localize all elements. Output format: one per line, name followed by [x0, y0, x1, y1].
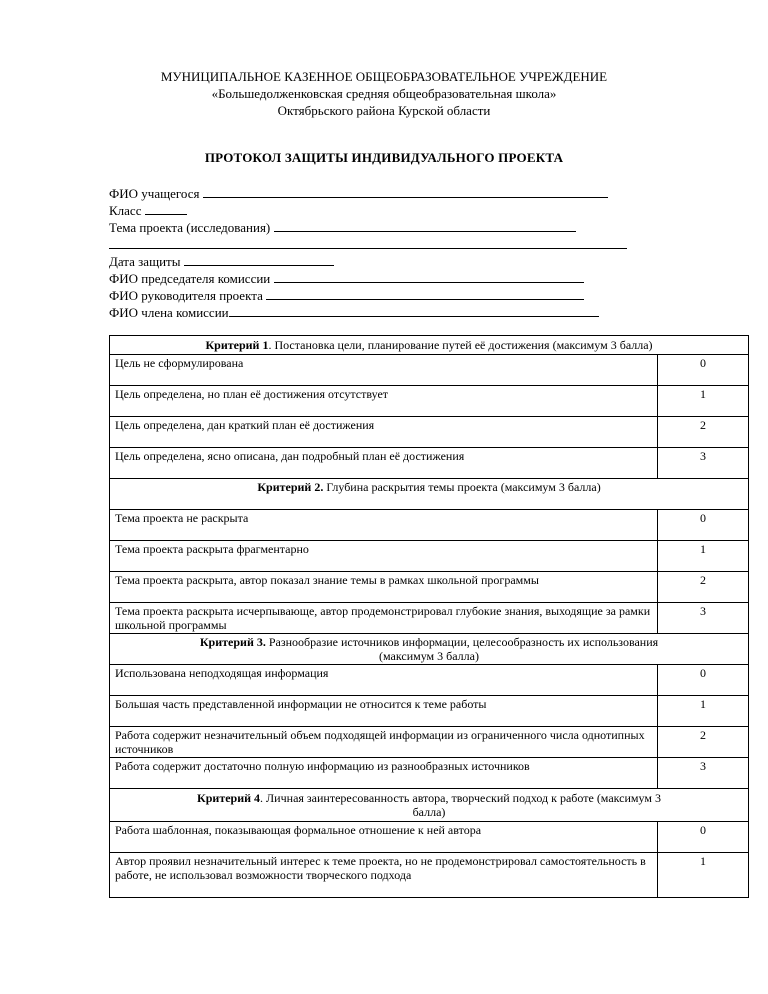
school-header — [0, 68, 768, 119]
criterion-description: . Постановка цели, планирование путей её достижения (максимум 3 балла) — [268, 338, 653, 352]
student-blank[interactable] — [203, 185, 608, 198]
chair-label: ФИО председателя комиссии — [109, 271, 271, 286]
criterion-header — [110, 479, 749, 510]
row-score: 3 — [658, 603, 749, 634]
date-label: Дата защиты — [109, 254, 181, 269]
criterion-row — [110, 603, 749, 634]
row-text: Большая часть представленной информации не относится к теме работы — [110, 696, 658, 727]
row-text: Автор проявил незначительный интерес к теме проекта, но не продемонстрировал самостоятельность в работе, не использовал возможности творческого подхода — [110, 853, 658, 898]
criterion-row — [110, 541, 749, 572]
row-text: Тема проекта не раскрыта — [110, 510, 658, 541]
criteria-table — [109, 335, 749, 898]
row-text: Цель определена, ясно описана, дан подробный план её достижения — [110, 448, 658, 479]
criterion-row — [110, 758, 749, 789]
row-score: 3 — [658, 448, 749, 479]
criterion-row — [110, 386, 749, 417]
criterion-row — [110, 727, 749, 758]
criterion-name: Критерий 3. — [199, 635, 266, 649]
header-line-3: Октябрьского района Курской области — [277, 103, 491, 118]
criterion-row — [110, 665, 749, 696]
topic-blank-2[interactable] — [109, 236, 627, 249]
row-score: 0 — [658, 510, 749, 541]
row-score: 1 — [658, 696, 749, 727]
topic-continuation — [109, 236, 639, 253]
row-text: Цель не сформулирована — [110, 355, 658, 386]
criterion-row — [110, 417, 749, 448]
criterion-name: Критерий 1 — [205, 338, 269, 352]
row-text: Работа содержит достаточно полную информацию из разнообразных источников — [110, 758, 658, 789]
supervisor-field — [109, 287, 639, 304]
row-score: 1 — [658, 541, 749, 572]
topic-label: Тема проекта (исследования) — [109, 220, 271, 235]
header-line-2: «Большедолженковская средняя общеобразовательная школа» — [211, 86, 557, 101]
criterion-row — [110, 822, 749, 853]
supervisor-label: ФИО руководителя проекта — [109, 288, 263, 303]
member-field — [109, 304, 639, 321]
chair-field — [109, 270, 639, 287]
row-score: 2 — [658, 417, 749, 448]
criterion-header — [110, 336, 749, 355]
row-text: Тема проекта раскрыта, автор показал знание темы в рамках школьной программы — [110, 572, 658, 603]
criterion-description: Глубина раскрытия темы проекта (максимум 3 балла) — [323, 480, 601, 494]
chair-blank[interactable] — [274, 270, 584, 283]
row-text: Цель определена, но план её достижения отсутствует — [110, 386, 658, 417]
row-text: Тема проекта раскрыта фрагментарно — [110, 541, 658, 572]
row-text: Цель определена, дан краткий план её достижения — [110, 417, 658, 448]
document-title: ПРОТОКОЛ ЗАЩИТЫ ИНДИВИДУАЛЬНОГО ПРОЕКТА — [204, 150, 564, 165]
row-score: 0 — [658, 355, 749, 386]
row-score: 1 — [658, 386, 749, 417]
row-text: Использована неподходящая информация — [110, 665, 658, 696]
topic-field — [109, 219, 639, 236]
criterion-row — [110, 355, 749, 386]
row-score: 2 — [658, 572, 749, 603]
member-label: ФИО члена комиссии — [109, 305, 229, 320]
criterion-header — [110, 789, 749, 822]
criterion-header — [110, 634, 749, 665]
row-text: Работа содержит незначительный объем подходящей информации из ограниченного числа однотипных источников — [110, 727, 658, 758]
criterion-row — [110, 696, 749, 727]
student-field — [109, 185, 639, 202]
row-score: 1 — [658, 853, 749, 898]
class-blank[interactable] — [145, 202, 187, 215]
date-field — [109, 253, 639, 270]
row-score: 3 — [658, 758, 749, 789]
criterion-row — [110, 510, 749, 541]
student-label: ФИО учащегося — [109, 186, 200, 201]
supervisor-blank[interactable] — [266, 287, 584, 300]
criterion-row — [110, 572, 749, 603]
protocol-fields — [109, 185, 639, 321]
row-text: Тема проекта раскрыта исчерпывающе, автор продемонстрировал глубокие знания, выходящие за рамки школьной программы — [110, 603, 658, 634]
row-text: Работа шаблонная, показывающая формальное отношение к ней автора — [110, 822, 658, 853]
header-line-1: МУНИЦИПАЛЬНОЕ КАЗЕННОЕ ОБЩЕОБРАЗОВАТЕЛЬНОЕ УЧРЕЖДЕНИЕ — [160, 69, 608, 84]
class-field — [109, 202, 639, 219]
row-score: 2 — [658, 727, 749, 758]
criterion-description: . Личная заинтересованность автора, творческий подход к работе (максимум 3 балла) — [260, 791, 661, 819]
criterion-row — [110, 853, 749, 898]
class-label: Класс — [109, 203, 142, 218]
criterion-row — [110, 448, 749, 479]
criterion-description: Разнообразие источников информации, целесообразность их использования (максимум 3 балла) — [265, 635, 659, 663]
row-score: 0 — [658, 665, 749, 696]
date-blank[interactable] — [184, 253, 334, 266]
criterion-name: Критерий 2. — [257, 480, 324, 494]
row-score: 0 — [658, 822, 749, 853]
criterion-name: Критерий 4 — [197, 791, 261, 805]
topic-blank[interactable] — [274, 219, 576, 232]
member-blank[interactable] — [229, 304, 599, 317]
